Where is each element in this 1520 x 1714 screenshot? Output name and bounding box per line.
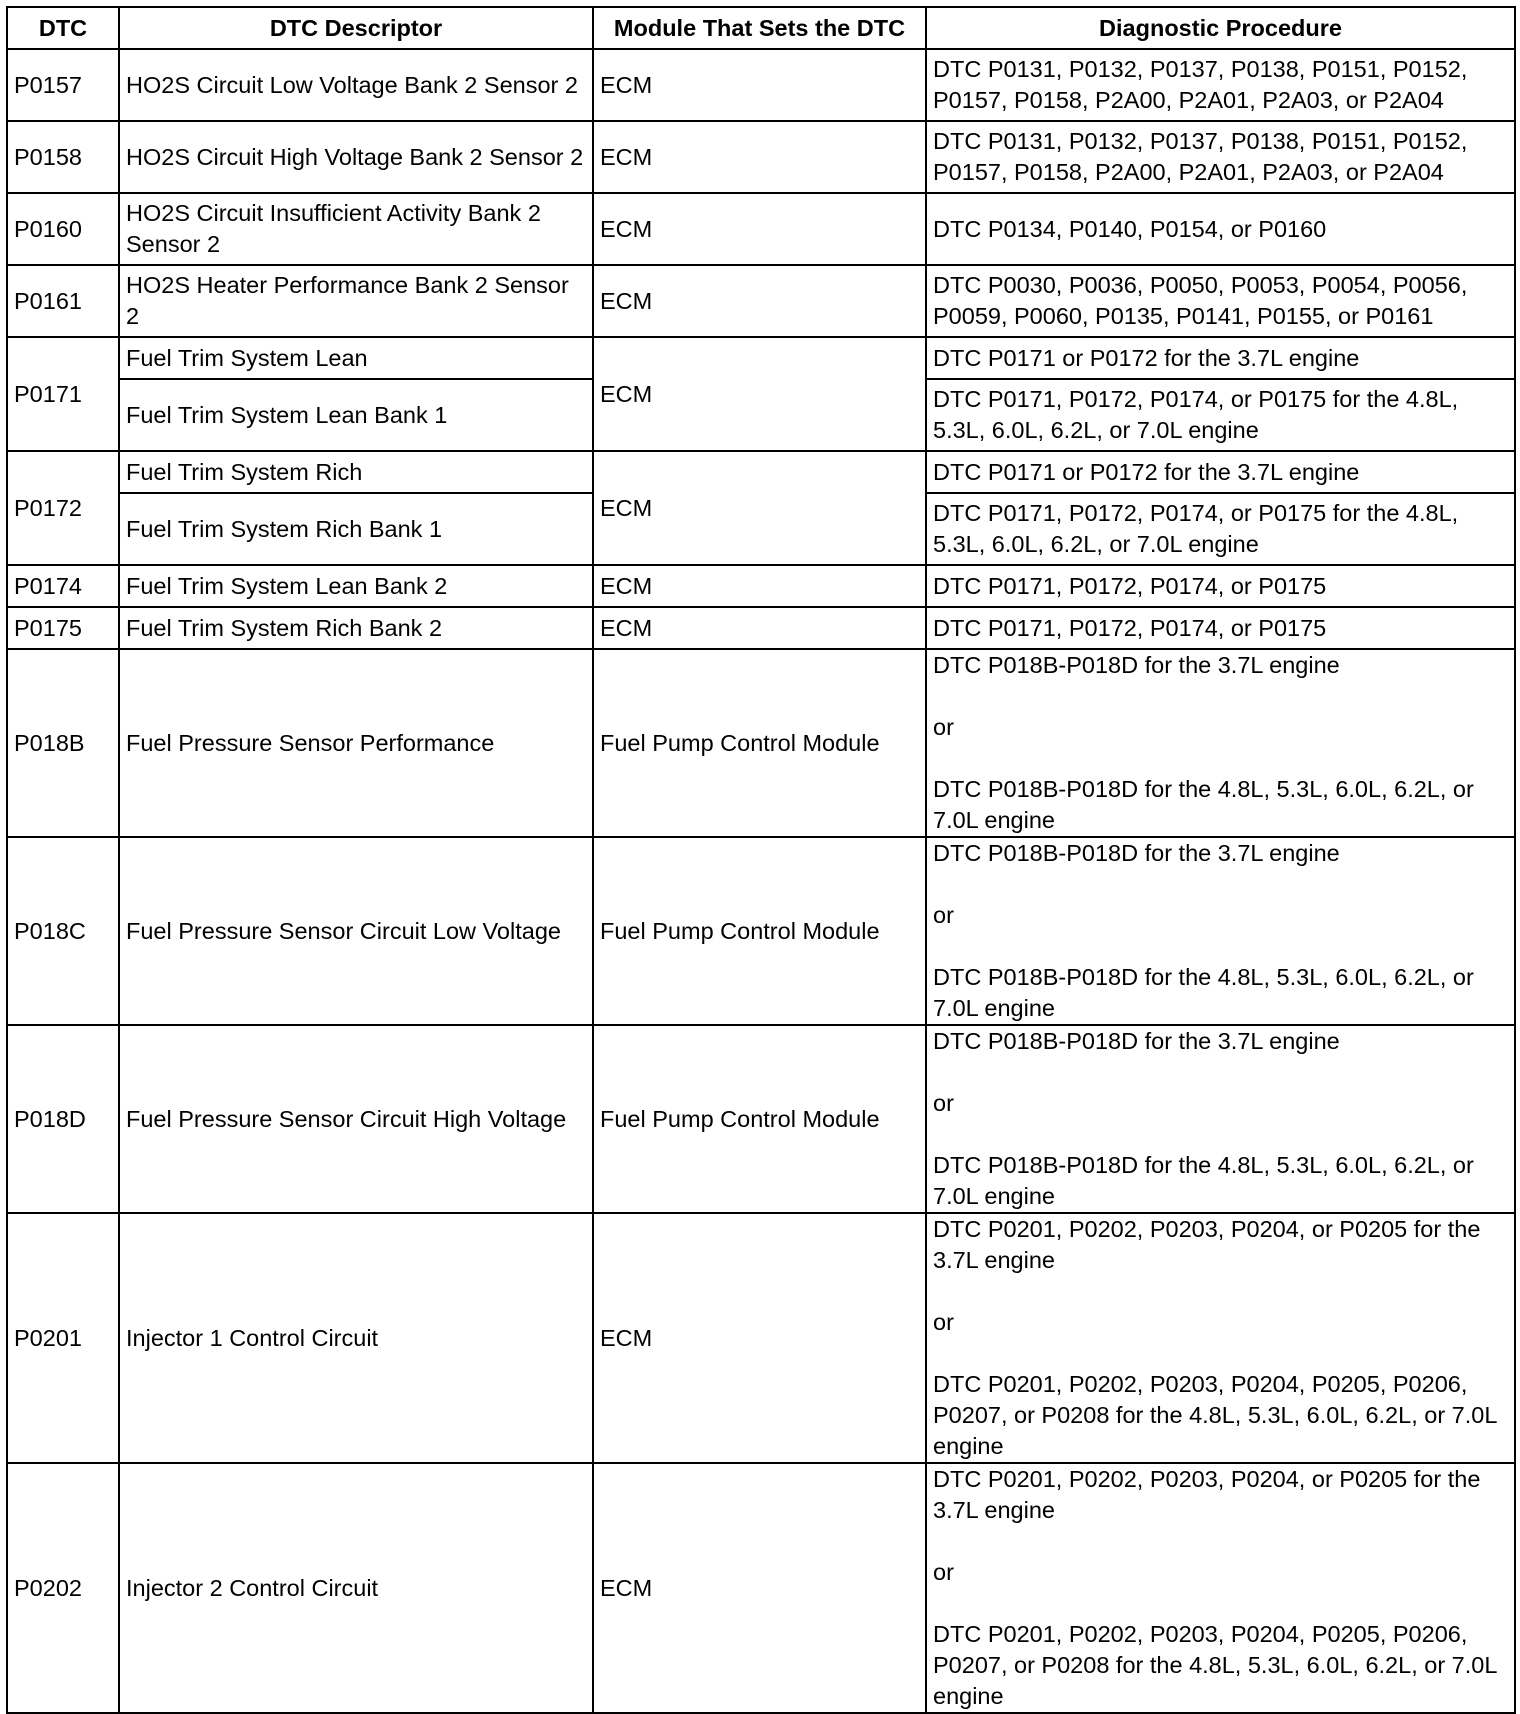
- dtc-code: P0171: [7, 337, 119, 451]
- dtc-module: ECM: [593, 265, 926, 337]
- dtc-module: Fuel Pump Control Module: [593, 1025, 926, 1213]
- table-row: [7, 193, 1515, 265]
- table-row: [7, 1463, 1515, 1713]
- dtc-descriptor: Fuel Trim System Lean Bank 1: [119, 379, 593, 451]
- dtc-module: ECM: [593, 49, 926, 121]
- diagnostic-procedure: DTC P0030, P0036, P0050, P0053, P0054, P0056, P0059, P0060, P0135, P0141, P0155, or P0161: [926, 265, 1515, 337]
- diagnostic-procedure: DTC P0134, P0140, P0154, or P0160: [926, 193, 1515, 265]
- dtc-module: Fuel Pump Control Module: [593, 837, 926, 1025]
- dtc-code: P0160: [7, 193, 119, 265]
- diagnostic-procedure: DTC P018B-P018D for the 3.7L engine or DTC P018B-P018D for the 4.8L, 5.3L, 6.0L, 6.2L, or 7.0L engine: [926, 1025, 1515, 1213]
- dtc-module: Fuel Pump Control Module: [593, 649, 926, 837]
- dtc-code: P0172: [7, 451, 119, 565]
- table-row: [7, 451, 1515, 493]
- dtc-descriptor: HO2S Circuit Insufficient Activity Bank 2 Sensor 2: [119, 193, 593, 265]
- dtc-module: ECM: [593, 1463, 926, 1713]
- dtc-descriptor: Fuel Trim System Rich Bank 2: [119, 607, 593, 649]
- diagnostic-procedure: DTC P0171, P0172, P0174, or P0175 for the 4.8L, 5.3L, 6.0L, 6.2L, or 7.0L engine: [926, 493, 1515, 565]
- dtc-code: P0158: [7, 121, 119, 193]
- dtc-descriptor: Fuel Pressure Sensor Performance: [119, 649, 593, 837]
- dtc-descriptor: Injector 2 Control Circuit: [119, 1463, 593, 1713]
- table-row: [7, 649, 1515, 837]
- table-row: [7, 1025, 1515, 1213]
- dtc-code: P0174: [7, 565, 119, 607]
- diagnostic-procedure: DTC P0201, P0202, P0203, P0204, or P0205 for the 3.7L engine or DTC P0201, P0202, P0203, P0204, P0205, P0206, P0207, or P0208 for the 4.8L, 5.3L, 6.0L, 6.2L, or 7.0L engine: [926, 1463, 1515, 1713]
- diagnostic-procedure: DTC P018B-P018D for the 3.7L engine or DTC P018B-P018D for the 4.8L, 5.3L, 6.0L, 6.2L, or 7.0L engine: [926, 649, 1515, 837]
- dtc-code: P0201: [7, 1213, 119, 1463]
- header-descriptor: DTC Descriptor: [119, 7, 593, 49]
- dtc-descriptor: HO2S Circuit Low Voltage Bank 2 Sensor 2: [119, 49, 593, 121]
- dtc-descriptor: HO2S Heater Performance Bank 2 Sensor 2: [119, 265, 593, 337]
- diagnostic-procedure: DTC P0131, P0132, P0137, P0138, P0151, P0152, P0157, P0158, P2A00, P2A01, P2A03, or P2A04: [926, 49, 1515, 121]
- dtc-table: [6, 6, 1516, 1714]
- dtc-module: ECM: [593, 607, 926, 649]
- header-row: [7, 7, 1515, 49]
- dtc-code: P018C: [7, 837, 119, 1025]
- table-row: [7, 121, 1515, 193]
- dtc-descriptor: Injector 1 Control Circuit: [119, 1213, 593, 1463]
- dtc-descriptor: Fuel Trim System Lean Bank 2: [119, 565, 593, 607]
- dtc-code: P0202: [7, 1463, 119, 1713]
- diagnostic-procedure: DTC P0171 or P0172 for the 3.7L engine: [926, 451, 1515, 493]
- dtc-descriptor: Fuel Trim System Rich Bank 1: [119, 493, 593, 565]
- dtc-code: P0175: [7, 607, 119, 649]
- diagnostic-procedure: DTC P0171, P0172, P0174, or P0175 for the 4.8L, 5.3L, 6.0L, 6.2L, or 7.0L engine: [926, 379, 1515, 451]
- dtc-code: P0157: [7, 49, 119, 121]
- dtc-code: P018B: [7, 649, 119, 837]
- dtc-module: ECM: [593, 193, 926, 265]
- diagnostic-procedure: DTC P0171, P0172, P0174, or P0175: [926, 607, 1515, 649]
- dtc-descriptor: Fuel Trim System Lean: [119, 337, 593, 379]
- table-row: [7, 1213, 1515, 1463]
- header-dtc: DTC: [7, 7, 119, 49]
- diagnostic-procedure: DTC P0171 or P0172 for the 3.7L engine: [926, 337, 1515, 379]
- dtc-descriptor: HO2S Circuit High Voltage Bank 2 Sensor 2: [119, 121, 593, 193]
- dtc-module: ECM: [593, 565, 926, 607]
- header-module: Module That Sets the DTC: [593, 7, 926, 49]
- header-procedure: Diagnostic Procedure: [926, 7, 1515, 49]
- dtc-module: ECM: [593, 121, 926, 193]
- dtc-code: P018D: [7, 1025, 119, 1213]
- table-row: [7, 49, 1515, 121]
- dtc-descriptor: Fuel Pressure Sensor Circuit High Voltage: [119, 1025, 593, 1213]
- dtc-module: ECM: [593, 1213, 926, 1463]
- dtc-module: ECM: [593, 337, 926, 451]
- dtc-module: ECM: [593, 451, 926, 565]
- table-row: [7, 837, 1515, 1025]
- table-row: [7, 265, 1515, 337]
- table-row: [7, 337, 1515, 379]
- dtc-descriptor: Fuel Trim System Rich: [119, 451, 593, 493]
- table-row: [7, 607, 1515, 649]
- diagnostic-procedure: DTC P0171, P0172, P0174, or P0175: [926, 565, 1515, 607]
- dtc-code: P0161: [7, 265, 119, 337]
- diagnostic-procedure: DTC P0201, P0202, P0203, P0204, or P0205 for the 3.7L engine or DTC P0201, P0202, P0203, P0204, P0205, P0206, P0207, or P0208 for the 4.8L, 5.3L, 6.0L, 6.2L, or 7.0L engine: [926, 1213, 1515, 1463]
- table-row: [7, 565, 1515, 607]
- diagnostic-procedure: DTC P018B-P018D for the 3.7L engine or DTC P018B-P018D for the 4.8L, 5.3L, 6.0L, 6.2L, or 7.0L engine: [926, 837, 1515, 1025]
- diagnostic-procedure: DTC P0131, P0132, P0137, P0138, P0151, P0152, P0157, P0158, P2A00, P2A01, P2A03, or P2A04: [926, 121, 1515, 193]
- dtc-descriptor: Fuel Pressure Sensor Circuit Low Voltage: [119, 837, 593, 1025]
